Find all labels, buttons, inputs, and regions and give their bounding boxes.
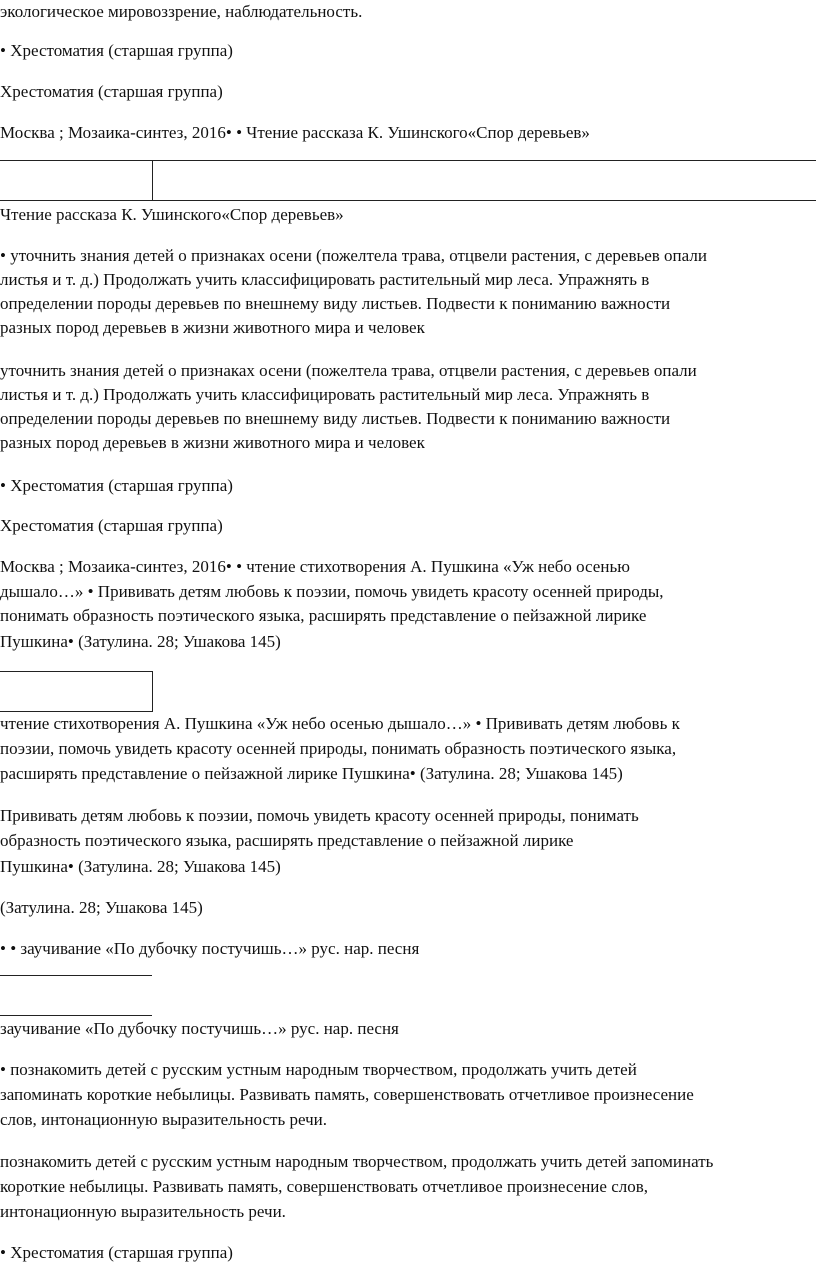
activity-title: заучивание «По дубочку постучишь…» рус. нар. песня bbox=[0, 1019, 399, 1038]
activity-bullet-line: • • заучивание «По дубочку постучишь…» рус. нар. песня bbox=[0, 939, 420, 958]
source-title: Хрестоматия (старшая группа) bbox=[0, 82, 223, 101]
source-title: Хрестоматия (старшая группа) bbox=[0, 516, 223, 535]
paragraph-line: Пушкина• (Затулина. 28; Ушакова 145) bbox=[0, 857, 281, 876]
paragraph-line: слов, интонационную выразительность речи. bbox=[0, 1110, 327, 1129]
reference-line: (Затулина. 28; Ушакова 145) bbox=[0, 898, 203, 917]
paragraph-line: образность поэтического языка, расширять представление о пейзажной лирике bbox=[0, 831, 574, 850]
paragraph-line: определении породы деревьев по внешнему виду листьев. Подвести к пониманию важности bbox=[0, 409, 671, 428]
paragraph-line: Прививать детям любовь к поэзии, помочь увидеть красоту осенней природы, понимать bbox=[0, 806, 639, 825]
paragraph-line: • уточнить знания детей о признаках осени (пожелтела трава, отцвели растения, с деревьев опали bbox=[0, 246, 707, 265]
paragraph-line: короткие небылицы. Развивать память, совершенствовать отчетливое произнесение слов, bbox=[0, 1177, 649, 1196]
publisher-line: Москва ; Мозаика-синтез, 2016• • Чтение рассказа К. Ушинского«Спор деревьев» bbox=[0, 123, 590, 142]
table-cell-divider bbox=[152, 160, 153, 200]
table-top-border bbox=[0, 160, 816, 161]
paragraph-line: листья и т. д.) Продолжать учить классифицировать растительный мир леса. Упражнять в bbox=[0, 270, 650, 289]
bullet-source-line: • Хрестоматия (старшая группа) bbox=[0, 1243, 233, 1262]
table-line bbox=[0, 1015, 152, 1016]
paragraph-line: определении породы деревьев по внешнему виду листьев. Подвести к пониманию важности bbox=[0, 294, 671, 313]
paragraph-line: запоминать короткие небылицы. Развивать память, совершенствовать отчетливое произнесение bbox=[0, 1085, 694, 1104]
paragraph-line: листья и т. д.) Продолжать учить классифицировать растительный мир леса. Упражнять в bbox=[0, 385, 650, 404]
paragraph-line: расширять представление о пейзажной лирике Пушкина• (Затулина. 28; Ушакова 145) bbox=[0, 764, 623, 783]
bullet-source-line: • Хрестоматия (старшая группа) bbox=[0, 41, 233, 60]
activity-title: Чтение рассказа К. Ушинского«Спор деревьев» bbox=[0, 205, 344, 224]
empty-table-cell bbox=[0, 671, 153, 712]
paragraph-line: познакомить детей с русским устным народным творчеством, продолжать учить детей запоминать bbox=[0, 1152, 714, 1171]
table-line bbox=[0, 975, 152, 976]
publisher-line: Москва ; Мозаика-синтез, 2016• • чтение стихотворения А. Пушкина «Уж небо осенью bbox=[0, 557, 630, 576]
paragraph-line: интонационную выразительность речи. bbox=[0, 1202, 286, 1221]
paragraph-line: чтение стихотворения А. Пушкина «Уж небо осенью дышало…» • Прививать детям любовь к bbox=[0, 714, 680, 733]
paragraph-line: поэзии, помочь увидеть красоту осенней природы, понимать образность поэтического языка, bbox=[0, 739, 677, 758]
bullet-source-line: • Хрестоматия (старшая группа) bbox=[0, 476, 233, 495]
paragraph-line: понимать образность поэтического языка, расширять представление о пейзажной лирике bbox=[0, 606, 647, 625]
text-line: экологическое мировоззрение, наблюдательность. bbox=[0, 2, 363, 21]
table-bottom-border bbox=[0, 200, 816, 201]
paragraph-line: • познакомить детей с русским устным народным творчеством, продолжать учить детей bbox=[0, 1060, 637, 1079]
paragraph-line: Пушкина• (Затулина. 28; Ушакова 145) bbox=[0, 632, 281, 651]
paragraph-line: разных пород деревьев в жизни животного мира и человек bbox=[0, 318, 425, 337]
paragraph-line: дышало…» • Прививать детям любовь к поэзии, помочь увидеть красоту осенней природы, bbox=[0, 582, 664, 601]
paragraph-line: разных пород деревьев в жизни животного мира и человек bbox=[0, 433, 425, 452]
paragraph-line: уточнить знания детей о признаках осени (пожелтела трава, отцвели растения, с деревьев опали bbox=[0, 361, 697, 380]
